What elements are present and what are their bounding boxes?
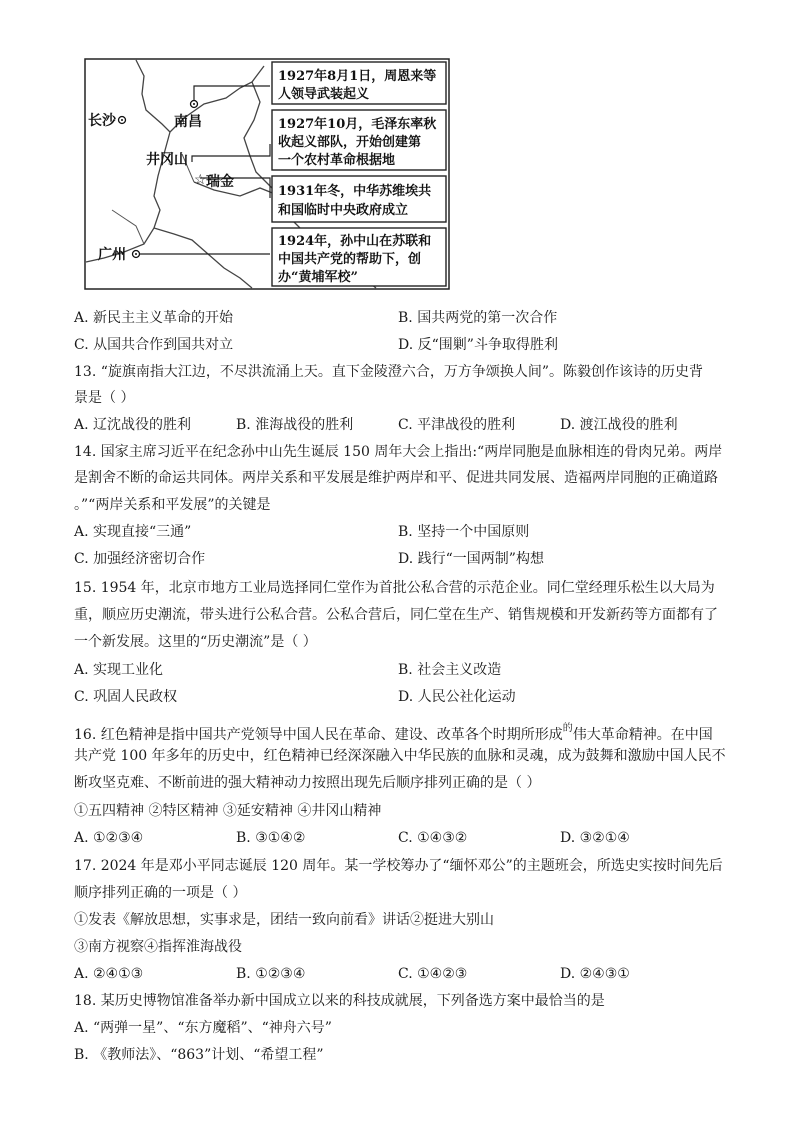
q13-option-a: A. 辽沈战役的胜利 — [74, 417, 192, 433]
city-label-jinggangshan: 井冈山 — [146, 152, 188, 168]
q15-option-b: B. 社会主义改造 — [398, 662, 502, 678]
map-svg — [84, 58, 450, 290]
q16-option-d: D. ③②①④ — [560, 830, 630, 846]
q15-stem-line1: 15. 1954 年，北京市地方工业局选择同仁堂作为首批公私合营的示范企业。同仁堂经理乐松生以大局为 — [74, 580, 715, 596]
q16-option-a: A. ①②③④ — [74, 830, 144, 846]
q18-option-a: A. “两弹一星”、“东方魔稻”、“神舟六号” — [74, 1020, 332, 1036]
q16-items: ①五四精神 ②特区精神 ③延安精神 ④井冈山精神 — [74, 803, 382, 819]
city-label-changsha: 长沙 — [88, 113, 116, 129]
box2-line1: 1927年10月，毛泽东率秋 — [278, 117, 437, 132]
q13-option-c: C. 平津战役的胜利 — [398, 417, 516, 433]
city-label-nanchang: 南昌 — [174, 114, 202, 130]
q15-stem-line3: 一个新发展。这里的“历史潮流”是（ ） — [74, 634, 317, 650]
q17-option-c: C. ①④②③ — [398, 966, 468, 982]
q17-option-b: B. ①②③④ — [236, 966, 306, 982]
q12-option-d: D. 反“围剿”斗争取得胜利 — [398, 337, 558, 353]
q16-stem-line1-part2: 伟大革命精神。在中国 — [572, 727, 713, 743]
box2-line2: 收起义部队，开始创建第 — [278, 135, 422, 150]
q16-option-b: B. ③①④② — [236, 830, 306, 846]
city-label-guangzhou: 广州 — [98, 247, 126, 263]
q14-stem-line1: 14. 国家主席习近平在纪念孙中山先生诞辰 150 周年大会上指出:“两岸同胞是血脉相连的骨肉兄弟。两岸 — [74, 444, 723, 460]
box3-line1: 1931年冬，中华苏维埃共 — [278, 184, 432, 199]
q12-option-b: B. 国共两党的第一次合作 — [398, 310, 558, 326]
q16-stem-line3: 断攻坚克难、不断前进的强大精神动力按照出现先后顺序排列正确的是（ ） — [74, 775, 541, 791]
box2-line3: 一个农村革命根据地 — [278, 153, 396, 168]
q15-option-d: D. 人民公社化运动 — [398, 689, 516, 705]
q15-stem-line2: 重，顺应历史潮流，带头进行公私合营。公私合营后，同仁堂在生产、销售规模和开发新药等方面都有了 — [74, 607, 718, 623]
box4-line3: 办“黄埔军校” — [278, 270, 358, 285]
annotation-box-3 — [272, 176, 446, 222]
q17-stem-line1: 17. 2024 年是邓小平同志诞辰 120 周年。某一学校筹办了“缅怀邓公”的主题班会，所选史实按时间先后 — [74, 858, 723, 874]
nanchang-marker — [191, 101, 198, 108]
q17-option-d: D. ②④③① — [560, 966, 630, 982]
star-icon: ☆ — [194, 172, 207, 188]
q14-option-b: B. 坚持一个中国原则 — [398, 524, 530, 540]
q14-option-c: C. 加强经济密切合作 — [74, 551, 206, 567]
box4-line2: 中国共产党的帮助下，创 — [278, 252, 422, 267]
q14-stem-line2: 是割舍不断的命运共同体。两岸关系和平发展是维护两岸和平、促进共同发展、造福两岸同胞的正确道路 — [74, 470, 718, 486]
q13-stem-line1: 13. “旋旗南指大江边，不尽洪流涌上天。直下金陵澄六合，万方争颂换人间”。陈毅创作该诗的历史背 — [74, 364, 704, 380]
q16-stem-line1-part1: 16. 红色精神是指中国共产党领导中国人民在革命、建设、改革各个时期所形成 — [74, 727, 563, 743]
q16-option-c: C. ①④③② — [398, 830, 468, 846]
q17-items-line1: ①发表《解放思想，实事求是，团结一致向前看》讲话②挺进大别山 — [74, 912, 494, 928]
q15-option-c: C. 巩固人民政权 — [74, 689, 178, 705]
annotation-box-1 — [272, 62, 446, 104]
q14-stem-line3: 。”“两岸关系和平发展”的关键是 — [74, 497, 271, 513]
q16-stem-line2: 共产党 100 年多年的历史中，红色精神已经深深融入中华民族的血脉和灵魂，成为鼓舞和激励中国人民不 — [74, 748, 726, 764]
q13-option-b: B. 淮海战役的胜利 — [236, 417, 354, 433]
q18-option-b: B. 《教师法》、“863”计划、“希望工程” — [74, 1047, 324, 1063]
q13-option-d: D. 渡江战役的胜利 — [560, 417, 678, 433]
q17-stem-line2: 顺序排列正确的一项是（ ） — [74, 885, 247, 901]
box4-line1: 1924年，孙中山在苏联和 — [278, 234, 432, 249]
q17-option-a: A. ②④①③ — [74, 966, 144, 982]
annotation-box-4 — [272, 228, 446, 286]
box1-line2: 人领导武装起义 — [278, 87, 370, 102]
q16-superscript: 的 — [562, 723, 573, 734]
annotation-box-2 — [272, 110, 446, 170]
changsha-marker — [119, 117, 126, 124]
historical-map-figure — [84, 58, 450, 290]
q16-stem-line1 — [74, 719, 713, 745]
box3-line2: 和国临时中央政府成立 — [278, 203, 409, 218]
box1-line1: 1927年8月1日，周恩来等 — [278, 69, 437, 84]
q12-option-a: A. 新民主主义革命的开始 — [74, 310, 234, 326]
q17-items-line2: ③南方视察④指挥淮海战役 — [74, 939, 242, 955]
q14-option-d: D. 践行“一国两制”构想 — [398, 551, 544, 567]
q12-option-c: C. 从国共合作到国共对立 — [74, 337, 234, 353]
guangzhou-marker — [133, 251, 140, 258]
q15-option-a: A. 实现工业化 — [74, 662, 164, 678]
q18-stem-line1: 18. 某历史博物馆准备举办新中国成立以来的科技成就展，下列备选方案中最恰当的是 — [74, 993, 605, 1009]
q13-stem-line2: 景是（ ） — [74, 390, 135, 406]
q14-option-a: A. 实现直接“三通” — [74, 524, 192, 540]
city-label-ruijin: 瑞金 — [206, 174, 234, 190]
